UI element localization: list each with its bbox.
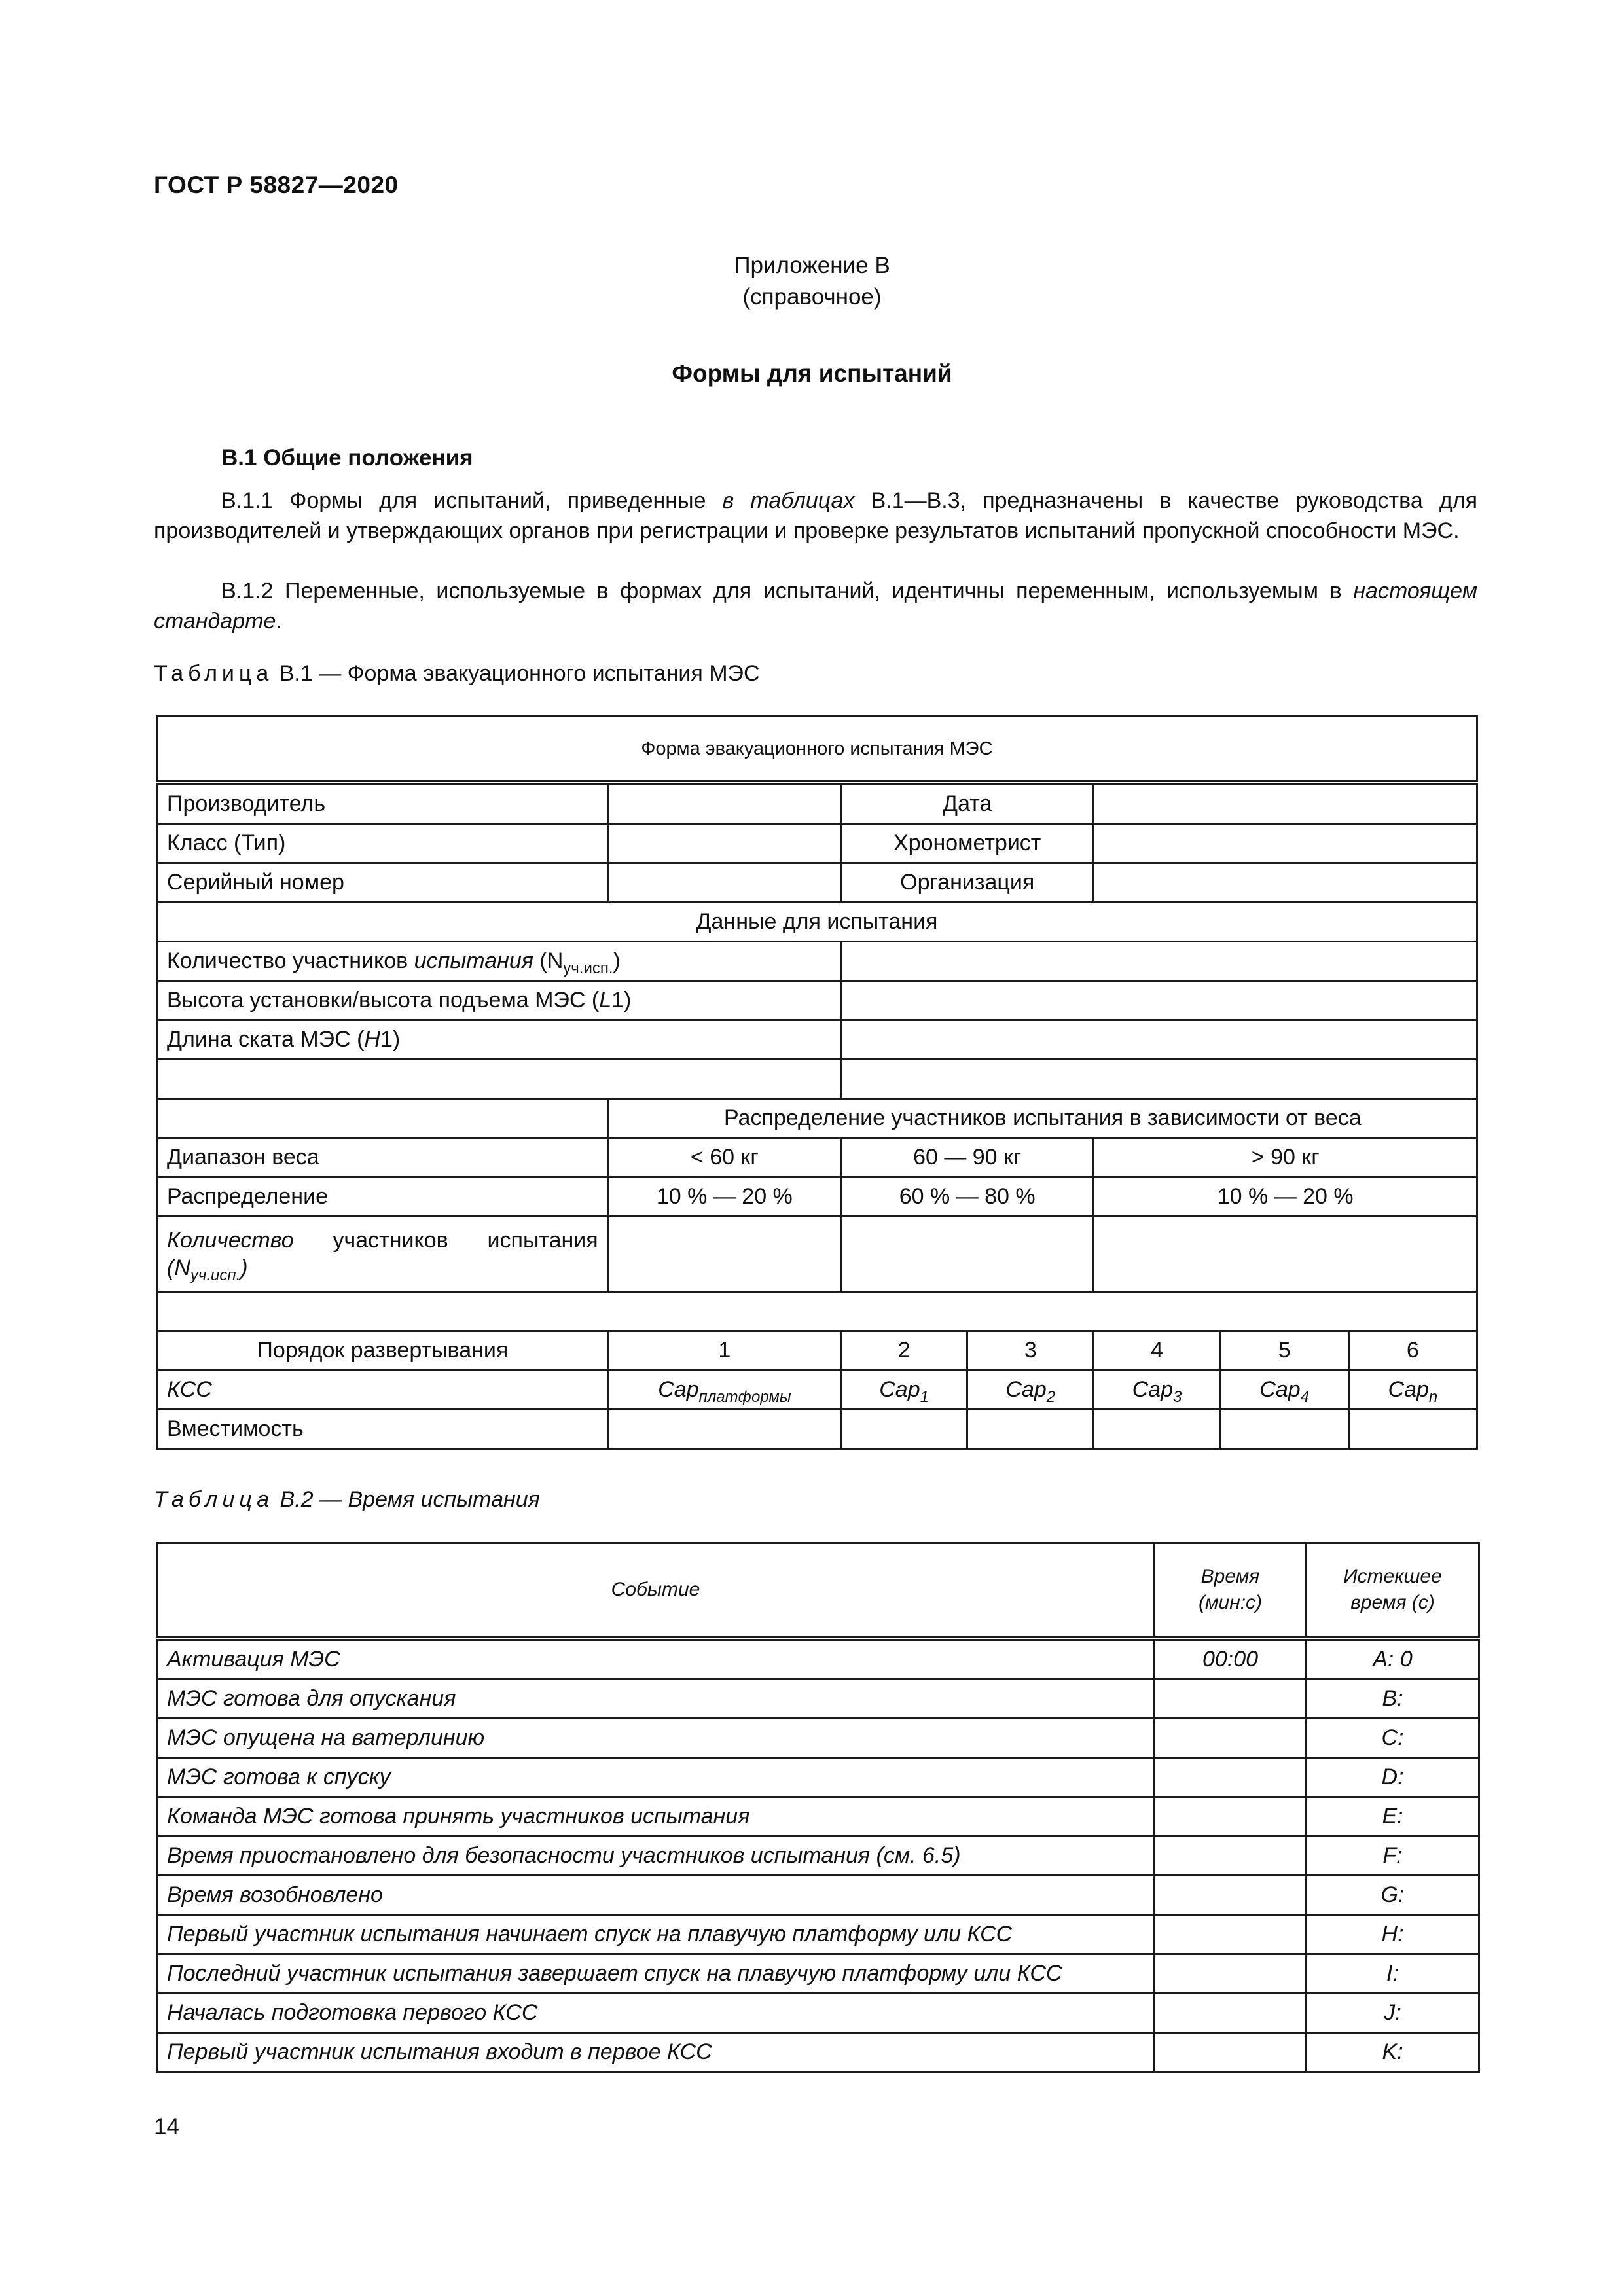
table-row xyxy=(157,863,1477,903)
value-participants-w1 xyxy=(608,1217,840,1292)
weight-range-2: 60 — 90 кг xyxy=(841,1138,1094,1177)
elapsed-cell: I: xyxy=(1307,1954,1479,1994)
column-header-time: Время (мин:с) xyxy=(1155,1543,1307,1639)
event-cell: МЭС готова для опускания xyxy=(157,1679,1155,1719)
paragraph-b11: В.1.1 Формы для испытаний, приведенные в таблицах В.1—В.3, предназначены в качестве руководства для производителей и утверждающих органов при регистрации и проверке результатов испытаний пропускной способности МЭС. xyxy=(154,488,1477,543)
value-participants-w3 xyxy=(1094,1217,1477,1292)
deploy-order-5: 5 xyxy=(1220,1331,1348,1371)
label-organization: Организация xyxy=(841,863,1094,903)
empty-cell xyxy=(841,1410,967,1449)
table-row xyxy=(157,903,1477,942)
table-row xyxy=(157,1543,1479,1639)
distribution-3: 10 % — 20 % xyxy=(1094,1177,1477,1217)
event-cell: МЭС готова к спуску xyxy=(157,1758,1155,1797)
elapsed-cell: F: xyxy=(1307,1837,1479,1876)
annex-kind: (справочное) xyxy=(742,284,882,310)
table-row xyxy=(157,1797,1479,1837)
distribution-header: Распределение участников испытания в зависимости от веса xyxy=(608,1099,1477,1138)
time-cell xyxy=(1155,1758,1307,1797)
cap-4: Cap$_4$ xyxy=(1220,1371,1348,1410)
time-cell: 00:00 xyxy=(1155,1638,1307,1679)
test-data-header: Данные для испытания xyxy=(157,903,1477,942)
label-capacity: Вместимость xyxy=(157,1410,609,1449)
value-serial xyxy=(608,863,840,903)
time-cell xyxy=(1155,1876,1307,1915)
test-time-rows xyxy=(157,1638,1479,2072)
event-cell: Время возобновлено xyxy=(157,1876,1155,1915)
page-number: 14 xyxy=(154,2114,179,2140)
paragraph-b12: В.1.2 Переменные, используемые в формах для испытаний, идентичны переменным, используемым в настоящем стандарте. xyxy=(154,579,1477,634)
elapsed-cell: C: xyxy=(1307,1719,1479,1758)
deploy-order-1: 1 xyxy=(608,1331,840,1371)
cap-1: Cap$_1$ xyxy=(841,1371,967,1410)
value-chute-length xyxy=(841,1020,1477,1060)
deploy-order-2: 2 xyxy=(841,1331,967,1371)
label-weight-range: Диапазон веса xyxy=(157,1138,609,1177)
distribution-2: 60 % — 80 % xyxy=(841,1177,1094,1217)
column-header-elapsed: Истекшее время (с) xyxy=(1307,1543,1479,1639)
elapsed-cell: A: 0 xyxy=(1307,1638,1479,1679)
annex-label: Приложение В xyxy=(734,253,890,278)
table-row xyxy=(157,1719,1479,1758)
cap-platform: Cap$_{платформы}$ xyxy=(608,1371,840,1410)
value-date xyxy=(1094,783,1477,824)
annex-title: Формы для испытаний xyxy=(672,360,952,387)
label-deploy-order: Порядок развертывания xyxy=(157,1331,609,1371)
elapsed-cell: E: xyxy=(1307,1797,1479,1837)
time-cell xyxy=(1155,1797,1307,1837)
table-row xyxy=(157,1954,1479,1994)
label-participants-count: Количество участников испытания $(N_{уч.исп.})$ xyxy=(157,942,841,981)
value-organization xyxy=(1094,863,1477,903)
label-kss: КСС xyxy=(157,1371,609,1410)
time-cell xyxy=(1155,1679,1307,1719)
section-heading: В.1 Общие положения xyxy=(221,445,473,471)
table-row xyxy=(157,1410,1477,1449)
weight-range-3: > 90 кг xyxy=(1094,1138,1477,1177)
table-row xyxy=(157,942,1477,981)
column-header-event: Событие xyxy=(157,1543,1155,1639)
label-chute-length: Длина ската МЭС (H1) xyxy=(157,1020,841,1060)
value-participants-count xyxy=(841,942,1477,981)
empty-cell xyxy=(1220,1410,1348,1449)
table-row xyxy=(157,1331,1477,1371)
elapsed-cell: J: xyxy=(1307,1994,1479,2033)
label-height: Высота установки/высота подъема МЭС (L1) xyxy=(157,981,841,1020)
weight-range-1: < 60 кг xyxy=(608,1138,840,1177)
label-manufacturer: Производитель xyxy=(157,783,609,824)
label-date: Дата xyxy=(841,783,1094,824)
table-row xyxy=(157,2033,1479,2072)
label-serial: Серийный номер xyxy=(157,863,609,903)
event-cell: МЭС опущена на ватерлинию xyxy=(157,1719,1155,1758)
event-cell: Первый участник испытания входит в первое КСС xyxy=(157,2033,1155,2072)
table-row xyxy=(157,783,1477,824)
elapsed-cell: G: xyxy=(1307,1876,1479,1915)
table-row xyxy=(157,1994,1479,2033)
cap-n: Cap$_n$ xyxy=(1348,1371,1477,1410)
table-row xyxy=(157,1177,1477,1217)
table-row xyxy=(157,1292,1477,1331)
value-participants-w2 xyxy=(841,1217,1094,1292)
distribution-1: 10 % — 20 % xyxy=(608,1177,840,1217)
table-row xyxy=(157,717,1477,783)
table-row xyxy=(157,1758,1479,1797)
empty-cell xyxy=(1348,1410,1477,1449)
table-row xyxy=(157,1915,1479,1954)
event-cell: Команда МЭС готова принять участников испытания xyxy=(157,1797,1155,1837)
table-row xyxy=(157,1020,1477,1060)
empty-cell xyxy=(608,1410,840,1449)
elapsed-cell: K: xyxy=(1307,2033,1479,2072)
evacuation-test-form-table xyxy=(156,715,1478,1450)
table-row xyxy=(157,1217,1477,1292)
table-row xyxy=(157,1679,1479,1719)
table-row xyxy=(157,1099,1477,1138)
deploy-order-6: 6 xyxy=(1348,1331,1477,1371)
value-class xyxy=(608,824,840,863)
label-timekeeper: Хронометрист xyxy=(841,824,1094,863)
time-cell xyxy=(1155,1719,1307,1758)
form-title: Форма эвакуационного испытания МЭС xyxy=(157,717,1477,783)
event-cell: Время приостановлено для безопасности участников испытания (см. 6.5) xyxy=(157,1837,1155,1876)
cap-3: Cap$_3$ xyxy=(1094,1371,1220,1410)
event-cell: Первый участник испытания начинает спуск на плавучую платформу или КСС xyxy=(157,1915,1155,1954)
empty-cell xyxy=(157,1060,841,1099)
table-row xyxy=(157,1638,1479,1679)
annex-heading xyxy=(0,250,1624,313)
event-cell: Началась подготовка первого КСС xyxy=(157,1994,1155,2033)
empty-row xyxy=(157,1292,1477,1331)
table-row xyxy=(157,1138,1477,1177)
empty-cell xyxy=(841,1060,1477,1099)
time-cell xyxy=(1155,1954,1307,1994)
empty-cell xyxy=(157,1099,609,1138)
table-row xyxy=(157,1371,1477,1410)
time-cell xyxy=(1155,1915,1307,1954)
time-cell xyxy=(1155,1994,1307,2033)
table1-caption: Таблица В.1 — Форма эвакуационного испытания МЭС xyxy=(154,661,760,686)
elapsed-cell: D: xyxy=(1307,1758,1479,1797)
elapsed-cell: B: xyxy=(1307,1679,1479,1719)
value-timekeeper xyxy=(1094,824,1477,863)
elapsed-cell: H: xyxy=(1307,1915,1479,1954)
label-class: Класс (Тип) xyxy=(157,824,609,863)
deploy-order-3: 3 xyxy=(967,1331,1094,1371)
table-row xyxy=(157,824,1477,863)
event-cell: Последний участник испытания завершает спуск на плавучую платформу или КСС xyxy=(157,1954,1155,1994)
table-row xyxy=(157,1060,1477,1099)
empty-cell xyxy=(1094,1410,1220,1449)
value-height xyxy=(841,981,1477,1020)
label-participants-by-weight: Количество участников испытания $(N_{уч.исп.})$ xyxy=(157,1217,609,1292)
table-row xyxy=(157,1876,1479,1915)
deploy-order-4: 4 xyxy=(1094,1331,1220,1371)
value-manufacturer xyxy=(608,783,840,824)
empty-cell xyxy=(967,1410,1094,1449)
test-time-table xyxy=(156,1542,1480,2073)
table2-caption: Таблица В.2 — Время испытания xyxy=(154,1487,540,1512)
table-row xyxy=(157,1837,1479,1876)
event-cell: Активация МЭС xyxy=(157,1638,1155,1679)
cap-2: Cap$_2$ xyxy=(967,1371,1094,1410)
label-distribution: Распределение xyxy=(157,1177,609,1217)
time-cell xyxy=(1155,1837,1307,1876)
time-cell xyxy=(1155,2033,1307,2072)
document-code: ГОСТ Р 58827—2020 xyxy=(154,171,399,198)
table-row xyxy=(157,981,1477,1020)
